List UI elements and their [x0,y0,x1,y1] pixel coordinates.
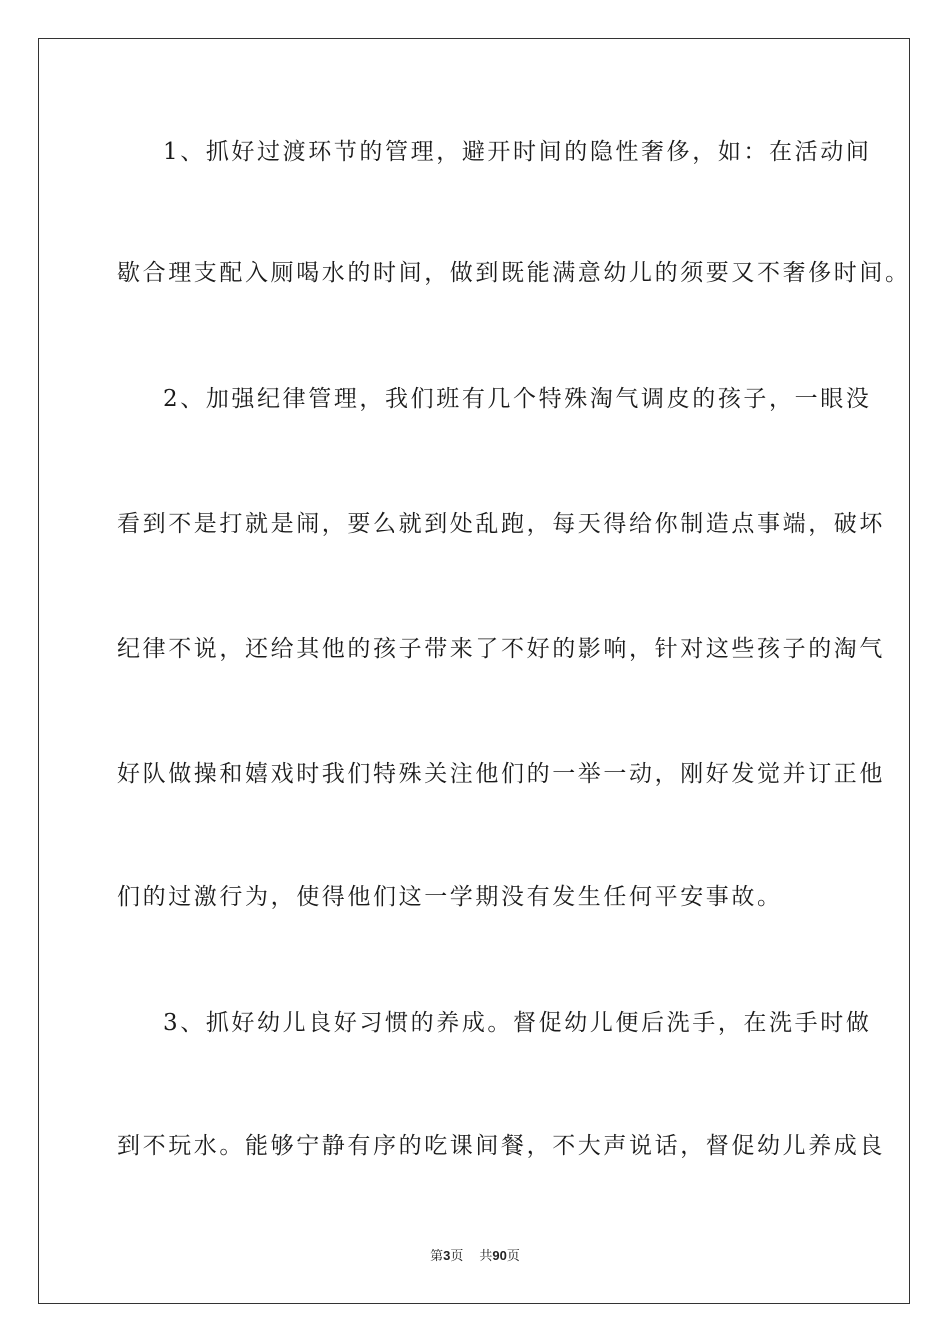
page-number: 3 [443,1248,451,1263]
paragraph-3-line-2: 到不玩水。能够宁静有序的吃课间餐，不大声说话，督促幼儿养成良 [117,1133,885,1159]
paragraph-2-line-5: 们的过激行为，使得他们这一学期没有发生任何平安事故。 [117,884,783,910]
paragraph-1-line-1: 1、抓好过渡环节的管理，避开时间的隐性奢侈，如：在活动间 [163,139,872,165]
paragraph-3-line-1: 3、抓好幼儿良好习惯的养成。督促幼儿便后洗手，在洗手时做 [163,1010,872,1036]
total-prefix: 共 [479,1249,493,1264]
paragraph-2-line-3: 纪律不说，还给其他的孩子带来了不好的影响，针对这些孩子的淘气 [117,636,885,662]
page-suffix: 页 [450,1249,464,1264]
total-suffix: 页 [506,1249,520,1264]
page-border [38,38,910,1304]
page-prefix: 第 [430,1249,444,1264]
page-footer [0,1247,950,1266]
paragraph-2-line-4: 好队做操和嬉戏时我们特殊关注他们的一举一动，刚好发觉并订正他 [117,761,885,787]
total-pages: 90 [492,1248,507,1263]
paragraph-2-line-2: 看到不是打就是闹，要么就到处乱跑，每天得给你制造点事端，破坏 [117,511,885,537]
paragraph-2-line-1: 2、加强纪律管理，我们班有几个特殊淘气调皮的孩子，一眼没 [163,386,872,412]
paragraph-1-line-2: 歇合理支配入厕喝水的时间，做到既能满意幼儿的须要又不奢侈时间。 [117,260,911,286]
